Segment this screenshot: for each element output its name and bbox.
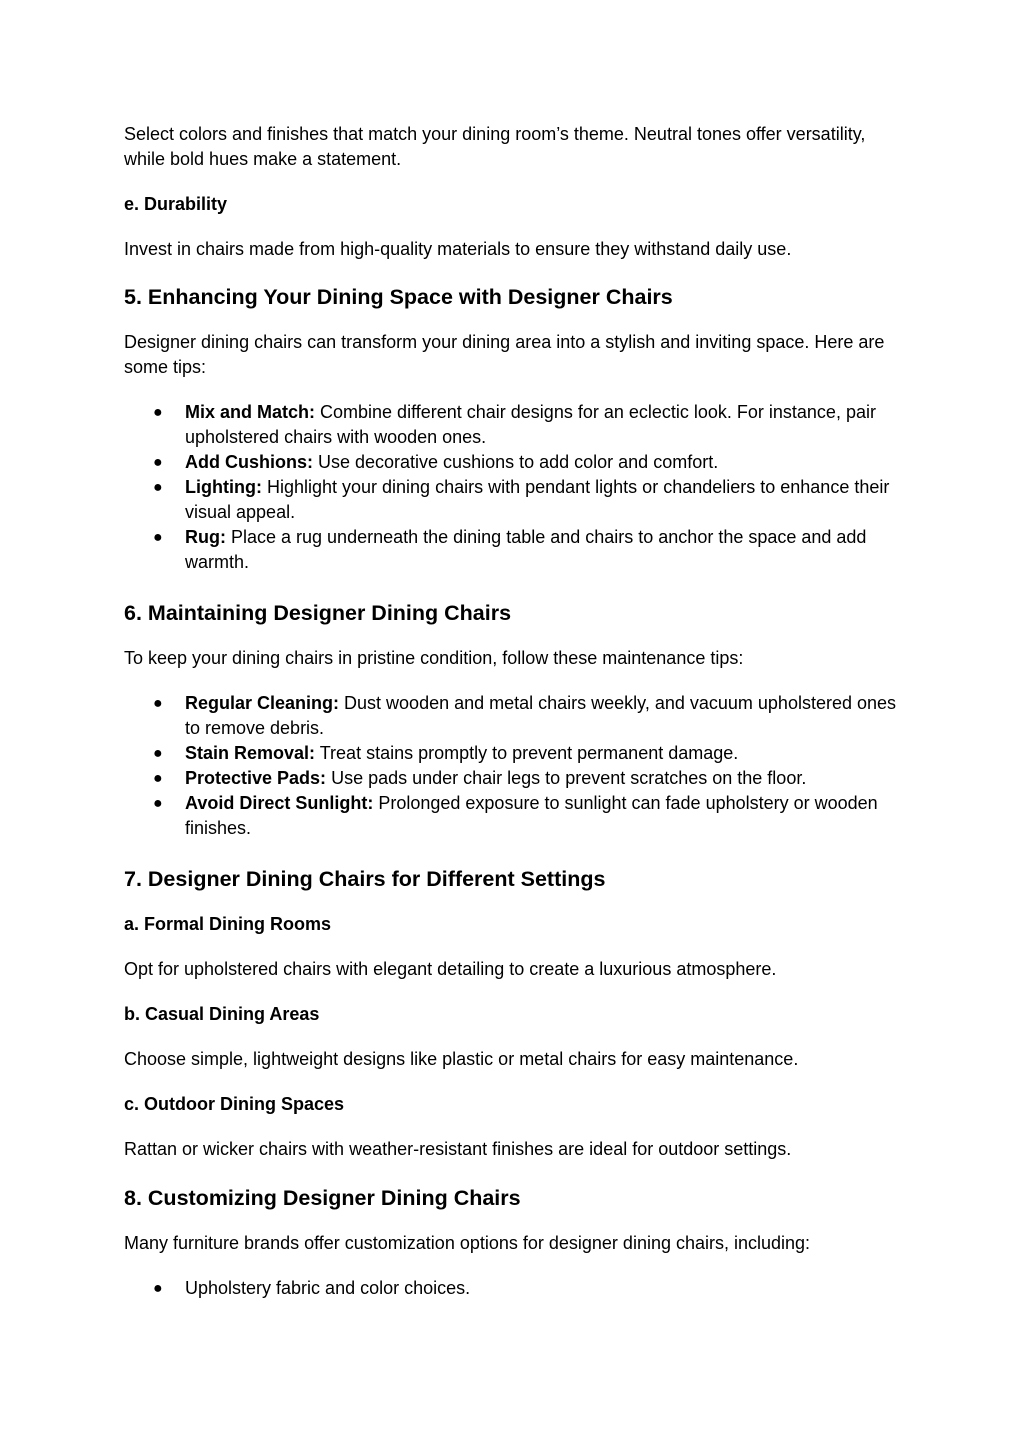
- bullet-icon: ●: [153, 795, 163, 812]
- section8-heading: 8. Customizing Designer Dining Chairs: [124, 1186, 521, 1210]
- list-item-text: Dust wooden and metal chairs weekly, and vacuum upholstered ones to remove debris.: [185, 693, 897, 738]
- list-item: [124, 766, 904, 791]
- bullet-icon: ●: [153, 479, 163, 496]
- list-item: [124, 791, 904, 841]
- list-item-label: Protective Pads:: [185, 768, 327, 788]
- list-item: [124, 525, 904, 575]
- section6-intro: To keep your dining chairs in pristine condition, follow these maintenance tips:: [124, 648, 744, 668]
- section5-tips-list: [124, 400, 904, 575]
- list-item-text: Prolonged exposure to sunlight can fade upholstery or wooden finishes.: [185, 793, 878, 838]
- list-item: [124, 475, 904, 525]
- bullet-icon: ●: [153, 745, 163, 762]
- bullet-icon: ●: [153, 695, 163, 712]
- section5-intro: Designer dining chairs can transform your dining area into a stylish and inviting space. Here are some tips:: [124, 332, 885, 377]
- section6-tips-list: [124, 691, 904, 841]
- list-item-label: Rug:: [185, 527, 226, 547]
- list-item-label: Mix and Match:: [185, 402, 316, 422]
- section6-heading: 6. Maintaining Designer Dining Chairs: [124, 601, 512, 625]
- section8-options-list: [124, 1276, 904, 1301]
- section8-intro: Many furniture brands offer customization options for designer dining chairs, including:: [124, 1233, 811, 1253]
- document-page: [124, 122, 904, 1301]
- list-item-text: Use pads under chair legs to prevent scratches on the floor.: [326, 768, 807, 788]
- bullet-icon: ●: [153, 1280, 163, 1297]
- list-item-label: Avoid Direct Sunlight:: [185, 793, 374, 813]
- durability-heading: e. Durability: [124, 194, 228, 214]
- list-item-label: Regular Cleaning:: [185, 693, 340, 713]
- bullet-icon: ●: [153, 404, 163, 421]
- bullet-icon: ●: [153, 454, 163, 471]
- theme-paragraph: Select colors and finishes that match your dining room’s theme. Neutral tones offer versatility, while bold hues make a statement.: [124, 124, 866, 169]
- list-item-text: Upholstery fabric and color choices.: [185, 1278, 471, 1298]
- casual-text: Choose simple, lightweight designs like plastic or metal chairs for easy maintenance.: [124, 1049, 799, 1069]
- list-item: [124, 400, 904, 450]
- list-item-label: Lighting:: [185, 477, 262, 497]
- list-item-label: Stain Removal:: [185, 743, 316, 763]
- casual-heading: b. Casual Dining Areas: [124, 1004, 320, 1024]
- list-item-text: Place a rug underneath the dining table and chairs to anchor the space and add warmth.: [185, 527, 867, 572]
- bullet-icon: ●: [153, 770, 163, 787]
- list-item-text: Combine different chair designs for an eclectic look. For instance, pair upholstered chairs with wooden ones.: [185, 402, 876, 447]
- list-item-text: Use decorative cushions to add color and comfort.: [313, 452, 719, 472]
- section7-heading: 7. Designer Dining Chairs for Different Settings: [124, 867, 606, 891]
- list-item: [124, 691, 904, 741]
- list-item-text: Highlight your dining chairs with pendant lights or chandeliers to enhance their visual appeal.: [185, 477, 890, 522]
- list-item: [124, 1276, 904, 1301]
- formal-heading: a. Formal Dining Rooms: [124, 914, 332, 934]
- list-item: [124, 741, 904, 766]
- formal-text: Opt for upholstered chairs with elegant detailing to create a luxurious atmosphere.: [124, 959, 777, 979]
- outdoor-heading: c. Outdoor Dining Spaces: [124, 1094, 345, 1114]
- section5-heading: 5. Enhancing Your Dining Space with Designer Chairs: [124, 285, 673, 309]
- outdoor-text: Rattan or wicker chairs with weather-resistant finishes are ideal for outdoor settings.: [124, 1139, 792, 1159]
- bullet-icon: ●: [153, 529, 163, 546]
- list-item-text: Treat stains promptly to prevent permanent damage.: [315, 743, 739, 763]
- durability-text: Invest in chairs made from high-quality materials to ensure they withstand daily use.: [124, 239, 792, 259]
- list-item-label: Add Cushions:: [185, 452, 313, 472]
- list-item: [124, 450, 904, 475]
